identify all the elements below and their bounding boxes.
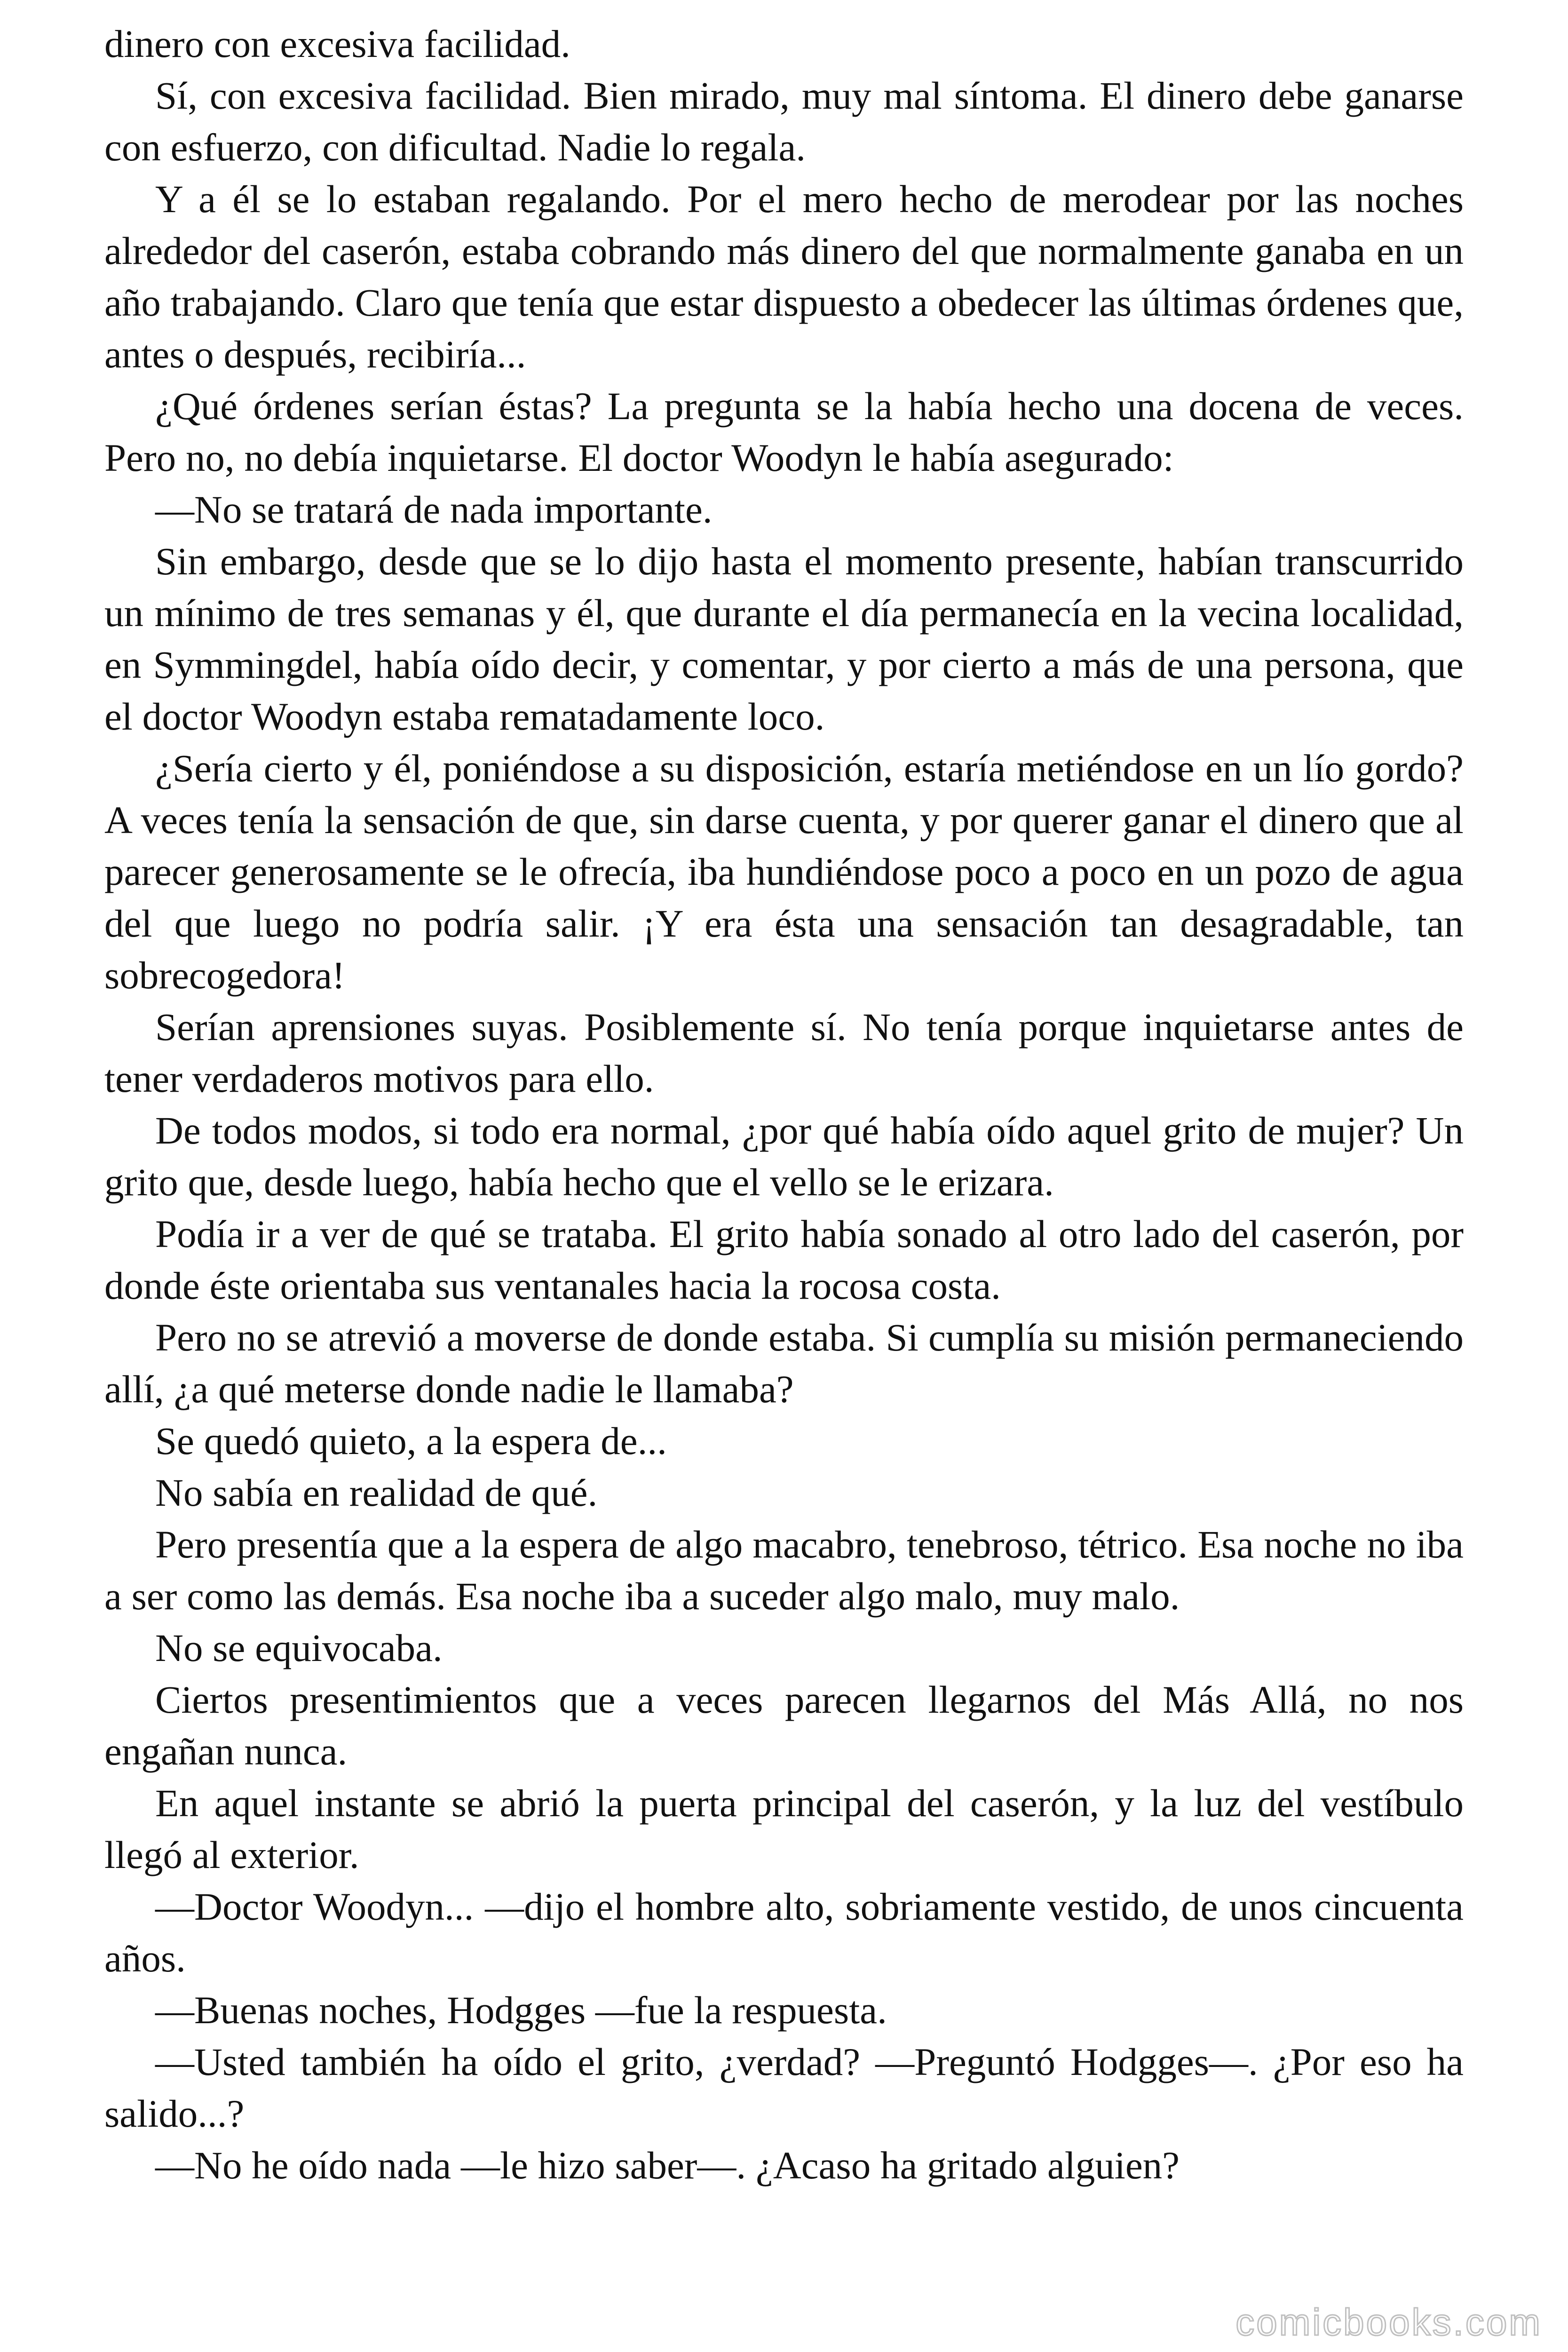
paragraph: ¿Sería cierto y él, poniéndose a su disposición, estaría metiéndose en un lío gordo? A veces tenía la sensación de que, sin darse cuenta, y por querer ganar el dinero que al parecer generosamente se le ofrecía, iba hundiéndose poco a poco en un pozo de agua del que luego no podría salir. ¡Y era ésta una sensación tan desagradable, tan sobrecogedora!	[104, 747, 1464, 997]
paragraph: Pero no se atrevió a moverse de donde estaba. Si cumplía su misión permaneciendo allí, ¿a qué meterse donde nadie le llamaba?	[104, 1316, 1464, 1411]
paragraph: Se quedó quieto, a la espera de...	[155, 1419, 667, 1462]
book-page	[104, 18, 1464, 2191]
paragraph: No sabía en realidad de qué.	[155, 1471, 598, 1514]
paragraph: ¿Qué órdenes serían éstas? La pregunta se la había hecho una docena de veces. Pero no, no debía inquietarse. El doctor Woodyn le había asegurado:	[104, 384, 1464, 479]
paragraph: Podía ir a ver de qué se trataba. El grito había sonado al otro lado del caserón, por donde éste orientaba sus ventanales hacia la rocosa costa.	[104, 1212, 1464, 1307]
paragraph: Ciertos presentimientos que a veces parecen llegarnos del Más Allá, no nos engañan nunca.	[104, 1678, 1464, 1773]
watermark: comicbooks.com	[1235, 2301, 1542, 2343]
paragraph: De todos modos, si todo era normal, ¿por qué había oído aquel grito de mujer? Un grito que, desde luego, había hecho que el vello se le erizara.	[104, 1109, 1464, 1204]
paragraph: dinero con excesiva facilidad.	[104, 22, 570, 65]
paragraph: —Doctor Woodyn... —dijo el hombre alto, sobriamente vestido, de unos cincuenta años.	[104, 1885, 1464, 1980]
paragraph: En aquel instante se abrió la puerta principal del caserón, y la luz del vestíbulo llegó al exterior.	[104, 1781, 1464, 1876]
paragraph: Sin embargo, desde que se lo dijo hasta el momento presente, habían transcurrido un mínimo de tres semanas y él, que durante el día permanecía en la vecina localidad, en Symmingdel, había oído decir, y comentar, y por cierto a más de una persona, que el doctor Woodyn estaba rematadamente loco.	[104, 540, 1464, 738]
paragraph: —Usted también ha oído el grito, ¿verdad? —Preguntó Hodgges—. ¿Por eso ha salido...?	[104, 2040, 1464, 2135]
paragraph: —No se tratará de nada importante.	[155, 488, 713, 531]
paragraph: Y a él se lo estaban regalando. Por el mero hecho de merodear por las noches alrededor del caserón, estaba cobrando más dinero del que normalmente ganaba en un año trabajando. Claro que tenía que estar dispuesto a obedecer las últimas órdenes que, antes o después, recibiría...	[104, 177, 1464, 376]
paragraph: Sí, con excesiva facilidad. Bien mirado, muy mal síntoma. El dinero debe ganarse con esfuerzo, con dificultad. Nadie lo regala.	[104, 74, 1464, 169]
paragraph: No se equivocaba.	[155, 1626, 443, 1669]
paragraph: —No he oído nada —le hizo saber—. ¿Acaso ha gritado alguien?	[155, 2144, 1180, 2187]
paragraph: Pero presentía que a la espera de algo macabro, tenebroso, tétrico. Esa noche no iba a ser como las demás. Esa noche iba a suceder algo malo, muy malo.	[104, 1523, 1464, 1618]
paragraph: Serían aprensiones suyas. Posiblemente sí. No tenía porque inquietarse antes de tener verdaderos motivos para ello.	[104, 1005, 1464, 1100]
paragraph: —Buenas noches, Hodgges —fue la respuesta.	[155, 1988, 887, 2032]
